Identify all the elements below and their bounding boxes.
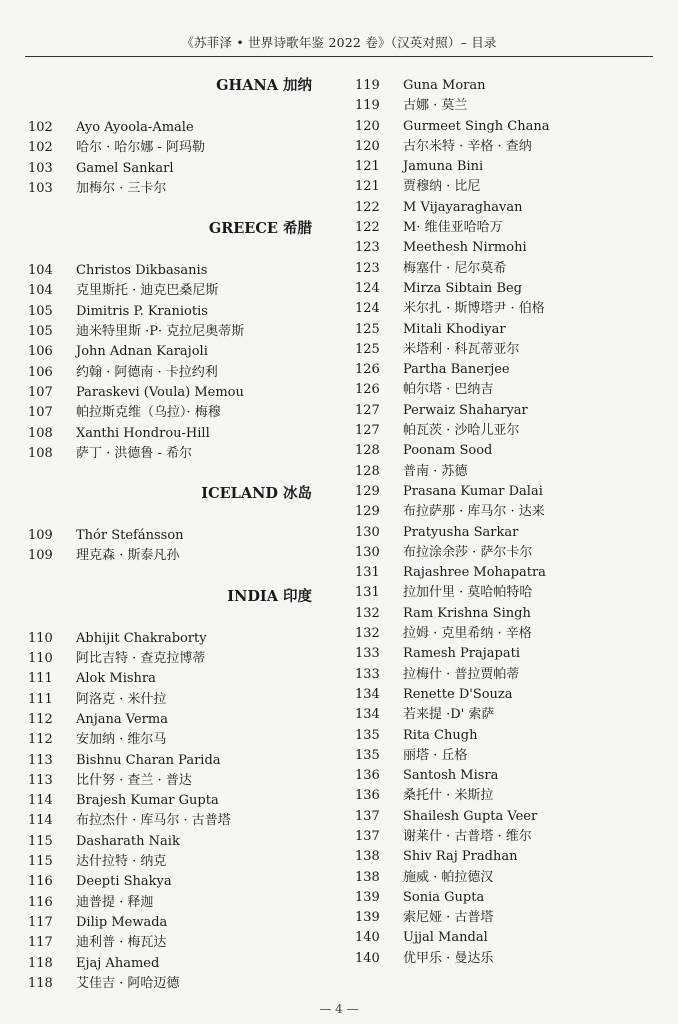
poet-name: 拉姆 · 克里希纳 · 辛格: [403, 626, 532, 642]
page-num: 116: [28, 874, 53, 890]
toc-entry: [355, 827, 655, 847]
toc-entry: [28, 974, 318, 994]
toc-entry: [28, 179, 318, 199]
toc-entry: [28, 138, 318, 158]
page-num: 135: [355, 747, 380, 763]
poet-name: M Vijayaraghavan: [403, 199, 523, 215]
poet-name: 萨丁 · 洪德鲁 - 希尔: [76, 445, 193, 461]
page-num: 138: [355, 849, 380, 865]
page-num: 109: [28, 528, 53, 544]
toc-entry: [355, 401, 655, 421]
poet-name: 古尔米特 · 辛格 · 查纳: [403, 138, 532, 154]
page-num: 127: [355, 423, 380, 439]
poet-name: Dimitris P. Kraniotis: [76, 303, 208, 319]
page-num: 112: [28, 732, 53, 748]
page-num: 103: [28, 160, 53, 176]
page-num: 121: [355, 159, 380, 175]
page-num: 124: [355, 301, 380, 317]
page-num: 114: [28, 793, 53, 809]
page-num: 106: [28, 344, 53, 360]
poet-name: 米尔扎 · 斯博塔尹 · 伯格: [403, 301, 545, 317]
poet-name: 理克森 · 斯泰凡孙: [76, 548, 180, 564]
toc-entry: [28, 629, 318, 649]
poet-name: Paraskevi (Voula) Memou: [76, 384, 244, 400]
page-num: 111: [28, 691, 53, 707]
page-num: 136: [355, 788, 380, 804]
page-num: 126: [355, 382, 380, 398]
header-rule: [25, 56, 653, 57]
page-num: 114: [28, 813, 53, 829]
toc-entry: [355, 117, 655, 137]
poet-name: Santosh Misra: [403, 768, 499, 784]
toc-entry: [28, 403, 318, 423]
poet-name: 比什努 · 查兰 · 普达: [76, 772, 192, 788]
toc-entry: [355, 137, 655, 157]
page-num: 138: [355, 869, 380, 885]
page-num: 106: [28, 364, 53, 380]
poet-name: M· 维佳亚哈哈万: [403, 220, 503, 236]
page-num: 123: [355, 240, 380, 256]
page-num: 118: [28, 955, 53, 971]
toc-entry: [355, 177, 655, 197]
page-num: 129: [355, 483, 380, 499]
poet-name: Christos Dikbasanis: [76, 263, 208, 279]
poet-name: 布拉萨那 · 库马尔 · 达来: [403, 504, 545, 520]
toc-entry: [28, 526, 318, 546]
toc-entry: [355, 462, 655, 482]
poet-name: 达什拉特 · 纳克: [76, 854, 167, 870]
toc-entry: [355, 847, 655, 867]
page-num: 122: [355, 199, 380, 215]
page-num: 120: [355, 118, 380, 134]
country-heading: INDIA 印度: [227, 587, 312, 605]
toc-entry: [355, 238, 655, 258]
page-num: 117: [28, 935, 53, 951]
toc-entry: [355, 928, 655, 948]
page-num: 127: [355, 402, 380, 418]
poet-name: Gamel Sankarl: [76, 160, 174, 176]
page-num: 107: [28, 405, 53, 421]
poet-name: 迪普提 · 释迦: [76, 894, 154, 910]
toc-entry: [28, 363, 318, 383]
page-num: 131: [355, 585, 380, 601]
toc-entry: [28, 669, 318, 689]
toc-entry: [355, 218, 655, 238]
page-num: 130: [355, 524, 380, 540]
country-heading: GREECE 希腊: [208, 220, 312, 238]
page-num: 105: [28, 324, 53, 340]
poet-name: Ramesh Prajapati: [403, 646, 520, 662]
poet-name: 约翰 · 阿德南 · 卡拉约利: [76, 364, 218, 380]
poet-name: 布拉涂余莎 · 萨尔卡尔: [403, 544, 533, 560]
toc-entry: [355, 766, 655, 786]
page-num: 104: [28, 263, 53, 279]
poet-name: 拉梅什 · 普拉贾帕蒂: [403, 666, 520, 682]
toc-entry: [355, 583, 655, 603]
toc-entry: [28, 933, 318, 953]
poet-name: 丽塔 · 丘格: [403, 747, 468, 763]
page-num: 118: [28, 975, 53, 991]
page-num: 131: [355, 565, 380, 581]
page-num: 110: [28, 630, 53, 646]
page-num: 137: [355, 828, 380, 844]
poet-name: Jamuna Bini: [403, 159, 484, 175]
poet-name: Bishnu Charan Parida: [76, 752, 221, 768]
page-num: 116: [28, 894, 53, 910]
toc-entry: [355, 949, 655, 969]
toc-entry: [355, 685, 655, 705]
page-num: 132: [355, 605, 380, 621]
page-num: 128: [355, 443, 380, 459]
toc-entry: [355, 543, 655, 563]
left-column: [28, 76, 318, 994]
poet-name: 艾佳吉 · 阿哈迈德: [76, 975, 180, 991]
toc-entry: [355, 523, 655, 543]
toc-entry: [28, 751, 318, 771]
page-num: 115: [28, 833, 53, 849]
toc-entry: [355, 726, 655, 746]
poet-name: Ram Krishna Singh: [403, 605, 531, 621]
toc-entry: [28, 954, 318, 974]
toc-entry: [28, 546, 318, 566]
poet-name: Shiv Raj Pradhan: [403, 849, 518, 865]
page-num: 133: [355, 646, 380, 662]
page-number: — 4 —: [319, 1002, 359, 1016]
poet-name: Mitali Khodiyar: [403, 321, 506, 337]
poet-name: 普南 · 苏德: [403, 463, 468, 479]
poet-name: 迪米特里斯 ·P· 克拉尼奥蒂斯: [76, 324, 245, 340]
poet-name: Ujjal Mandal: [403, 930, 488, 946]
poet-name: Alok Mishra: [76, 671, 156, 687]
page-num: 111: [28, 671, 53, 687]
toc-entry: [355, 705, 655, 725]
poet-name: John Adnan Karajoli: [76, 344, 208, 360]
page-num: 128: [355, 463, 380, 479]
poet-name: Mirza Sibtain Beg: [403, 280, 523, 296]
poet-name: 阿洛克 · 米什拉: [76, 691, 167, 707]
toc-entry: [355, 807, 655, 827]
page-num: 117: [28, 914, 53, 930]
page-num: 132: [355, 626, 380, 642]
toc-entry: [28, 649, 318, 669]
page-num: 129: [355, 504, 380, 520]
toc-entry: [355, 746, 655, 766]
toc-entry: [28, 893, 318, 913]
page-num: 104: [28, 283, 53, 299]
toc-entry: [355, 279, 655, 299]
poet-name: Perwaiz Shaharyar: [403, 402, 528, 418]
page-num: 105: [28, 303, 53, 319]
poet-name: 优甲乐 · 曼达乐: [403, 950, 494, 966]
poet-name: 加梅尔 · 三卡尔: [76, 180, 167, 196]
toc-entry: [355, 299, 655, 319]
poet-name: 帕尔塔 · 巴纳吉: [403, 382, 494, 398]
poet-name: Dilip Mewada: [76, 914, 168, 930]
page-num: 134: [355, 686, 380, 702]
poet-name: Meethesh Nirmohi: [403, 240, 527, 256]
poet-name: Guna Moran: [403, 78, 486, 93]
toc-entry: [28, 791, 318, 811]
toc-entry: [355, 665, 655, 685]
poet-name: Pratyusha Sarkar: [403, 524, 519, 540]
poet-name: 若来提 ·D' 索萨: [403, 707, 495, 723]
page-num: 113: [28, 752, 53, 768]
toc-entry: [28, 811, 318, 831]
poet-name: Deepti Shakya: [76, 874, 172, 890]
page-num: 108: [28, 425, 53, 441]
toc-entry: [355, 360, 655, 380]
poet-name: Anjana Verma: [76, 711, 168, 727]
toc-entry: [355, 259, 655, 279]
toc-entry: [355, 563, 655, 583]
page-num: 135: [355, 727, 380, 743]
page-num: 113: [28, 772, 53, 788]
toc-entry: [355, 76, 655, 96]
toc-entry: [28, 261, 318, 281]
toc-entry: [355, 340, 655, 360]
poet-name: Dasharath Naik: [76, 833, 180, 849]
poet-name: Poonam Sood: [403, 443, 493, 459]
page-num: 140: [355, 950, 380, 966]
poet-name: 梅塞什 · 尼尔莫希: [403, 260, 507, 276]
toc-entry: [355, 624, 655, 644]
page-num: 107: [28, 384, 53, 400]
toc-entry: [355, 157, 655, 177]
country-heading: GHANA 加纳: [216, 77, 312, 94]
page-num: 119: [355, 78, 380, 93]
poet-name: Brajesh Kumar Gupta: [76, 793, 219, 809]
page-num: 102: [28, 120, 53, 135]
toc-entry: [28, 302, 318, 322]
poet-name: Prasana Kumar Dalai: [403, 483, 543, 499]
page-num: 140: [355, 930, 380, 946]
toc-entry: [28, 322, 318, 342]
poet-name: 布拉杰什 · 库马尔 · 古普塔: [76, 813, 231, 829]
page-num: 120: [355, 138, 380, 154]
poet-name: Abhijit Chakraborty: [76, 630, 207, 646]
page-num: 103: [28, 180, 53, 196]
poet-name: 安加纳 · 维尔马: [76, 732, 167, 748]
toc-entry: [28, 690, 318, 710]
toc-entry: [355, 888, 655, 908]
toc-entry: [355, 198, 655, 218]
poet-name: Thór Stefánsson: [76, 528, 184, 544]
poet-name: Rita Chugh: [403, 727, 478, 743]
toc-entry: [28, 771, 318, 791]
poet-name: 米塔利 · 科瓦蒂亚尔: [403, 341, 520, 357]
toc-entry: [28, 118, 318, 138]
page-header: 《苏菲泽 • 世界诗歌年鉴 2022 卷》（汉英对照）– 目录: [181, 35, 497, 50]
toc-entry: [28, 832, 318, 852]
poet-name: Xanthi Hondrou-Hill: [76, 425, 210, 441]
toc-entry: [28, 730, 318, 750]
page-num: 125: [355, 321, 380, 337]
toc-entry: [28, 281, 318, 301]
toc-entry: [355, 96, 655, 116]
page-num: 124: [355, 280, 380, 296]
country-heading: ICELAND 冰岛: [201, 485, 312, 503]
toc-entry: [355, 908, 655, 928]
page-num: 125: [355, 341, 380, 357]
toc-entry: [28, 913, 318, 933]
poet-name: 阿比吉特 · 查克拉博蒂: [76, 651, 206, 667]
poet-name: 谢莱什 · 古普塔 · 维尔: [403, 828, 532, 844]
toc-entry: [355, 320, 655, 340]
page-num: 119: [355, 98, 380, 114]
page-num: 108: [28, 445, 53, 461]
page-num: 122: [355, 220, 380, 236]
poet-name: Sonia Gupta: [403, 889, 485, 905]
page-num: 134: [355, 707, 380, 723]
poet-name: 哈尔 · 哈尔娜 - 阿玛勒: [76, 140, 206, 156]
poet-name: 帕瓦茨 · 沙哈儿亚尔: [403, 423, 520, 439]
page-num: 102: [28, 140, 53, 156]
poet-name: Partha Banerjee: [403, 362, 510, 378]
page-num: 139: [355, 889, 380, 905]
poet-name: Gurmeet Singh Chana: [403, 118, 550, 134]
poet-name: 克里斯托 · 迪克巴桑尼斯: [76, 283, 219, 299]
poet-name: 施威 · 帕拉德汉: [403, 869, 494, 885]
toc-entry: [355, 786, 655, 806]
poet-name: 索尼娅 · 古普塔: [403, 910, 494, 926]
toc-entry: [355, 502, 655, 522]
poet-name: 古娜 · 莫兰: [403, 98, 468, 114]
poet-name: Ejaj Ahamed: [76, 955, 160, 971]
toc-entry: [28, 342, 318, 362]
toc-entry: [28, 383, 318, 403]
poet-name: Shailesh Gupta Veer: [403, 808, 538, 824]
page-num: 126: [355, 362, 380, 378]
page-num: 109: [28, 548, 53, 564]
page-num: 110: [28, 651, 53, 667]
toc-entry: [28, 159, 318, 179]
page-num: 112: [28, 711, 53, 727]
right-column: [355, 76, 655, 969]
page-num: 130: [355, 544, 380, 560]
poet-name: Rajashree Mohapatra: [403, 565, 546, 581]
page-num: 137: [355, 808, 380, 824]
poet-name: 拉加什里 · 莫哈帕特哈: [403, 585, 533, 601]
page-num: 139: [355, 910, 380, 926]
page-num: 115: [28, 854, 53, 870]
toc-entry: [355, 441, 655, 461]
poet-name: Ayo Ayoola-Amale: [76, 120, 194, 135]
toc-entry: [355, 421, 655, 441]
toc-entry: [28, 872, 318, 892]
toc-entry: [28, 710, 318, 730]
poet-name: 迪利普 · 梅瓦达: [76, 935, 167, 951]
page-num: 123: [355, 260, 380, 276]
toc-entry: [28, 444, 318, 464]
poet-name: 帕拉斯克维（乌拉）· 梅穆: [76, 405, 221, 421]
page-num: 136: [355, 768, 380, 784]
poet-name: Renette D'Souza: [403, 686, 513, 702]
page-num: 121: [355, 179, 380, 195]
toc-entry: [28, 424, 318, 444]
toc-entry: [28, 852, 318, 872]
poet-name: 贾穆纳 · 比尼: [403, 179, 481, 195]
toc-entry: [355, 604, 655, 624]
poet-name: 桑托什 · 米斯拉: [403, 788, 494, 804]
toc-entry: [355, 644, 655, 664]
page-num: 133: [355, 666, 380, 682]
toc-entry: [355, 482, 655, 502]
toc-entry: [355, 380, 655, 400]
toc-entry: [355, 868, 655, 888]
